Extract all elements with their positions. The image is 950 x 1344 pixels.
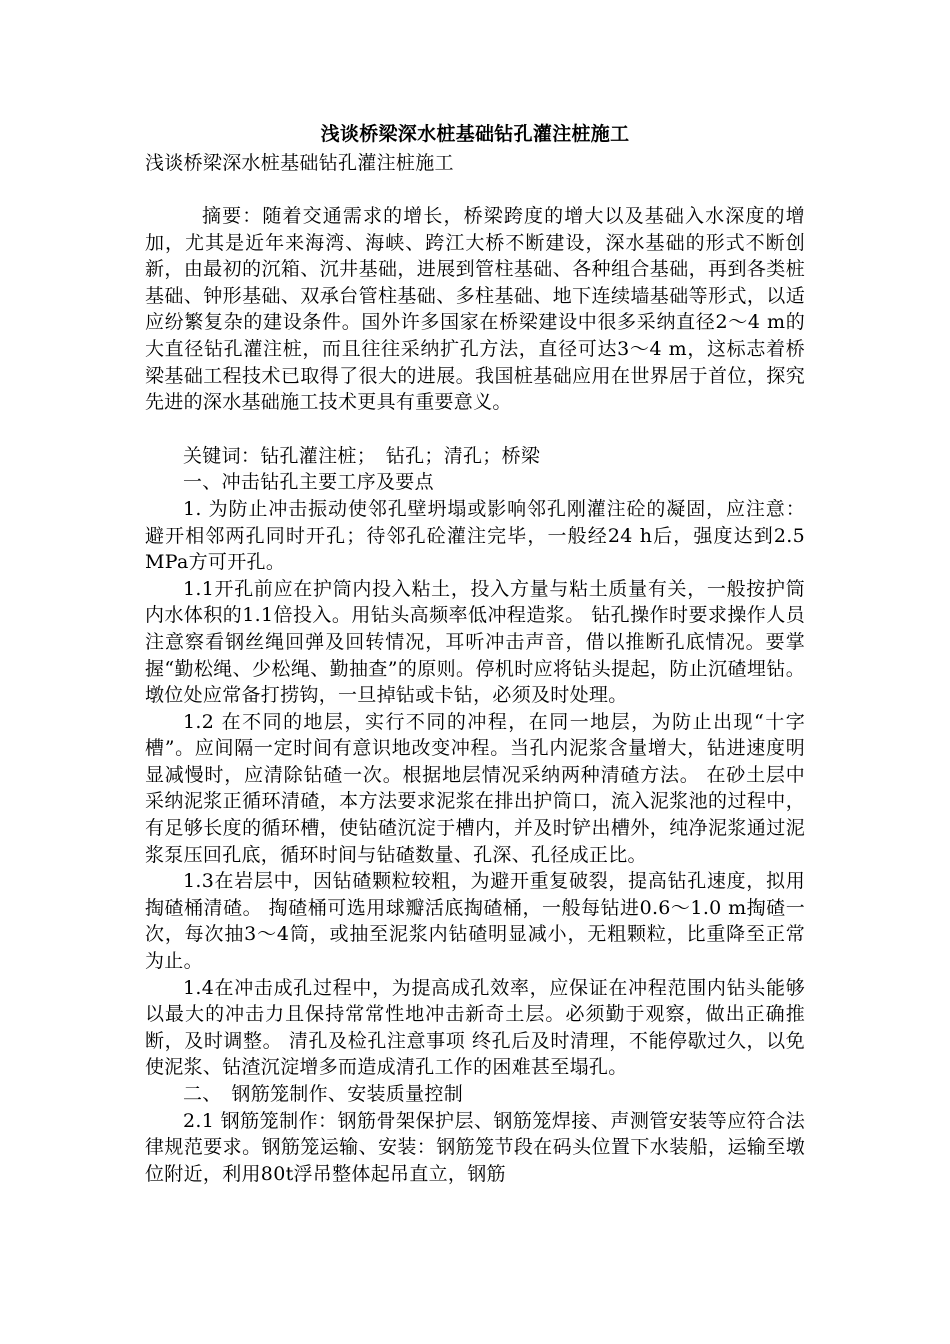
paragraph-1-2: 1.2 在不同的地层，实行不同的冲程，在同一地层，为防止出现“十字槽”。应间隔一定时间有意识地改变冲程。当孔内泥浆含量增大，钻进速度明显减慢时，应清除钻碴一次。根据地层情况采纳两种清碴方法。 在砂土层中采纳泥浆正循环清碴，本方法要求泥浆在排出护筒口，流入泥浆池的过程中，有足够长度的循环槽，使钻碴沉淀于槽内，并及时铲出槽外，纯净泥浆通过泥浆泵压回孔底，循环时间与钻碴数量、孔深、孔径成正比。 bbox=[145, 710, 805, 866]
abstract-paragraph: 摘要：随着交通需求的增长，桥梁跨度的增大以及基础入水深度的增加，尤其是近年来海湾、海峡、跨江大桥不断建设，深水基础的形式不断创新，由最初的沉箱、沉井基础，进展到管柱基础、各种组合基础，再到各类桩基础、钟形基础、双承台管柱基础、多柱基础、地下连续墙基础等形式，以适应纷繁复杂的建设条件。国外许多国家在桥梁建设中很多采纳直径2～4 m的大直径钻孔灌注桩，而且往往采纳扩孔方法，直径可达3～4 m，这标志着桥梁基础工程技术已取得了很大的进展。我国桩基础应用在世界居于首位，探究先进的深水基础施工技术更具有重要意义。 bbox=[145, 205, 806, 414]
paragraph-2-1: 2.1 钢筋笼制作：钢筋骨架保护层、钢筋笼焊接、声测管安装等应符合法律规范要求。钢筋笼运输、安装：钢筋笼节段在码头位置下水装船，运输至墩位附近，利用80t浮吊整体起吊直立，钢筋 bbox=[145, 1109, 805, 1185]
paragraph-1-1: 1.1开孔前应在护筒内投入粘土，投入方量与粘土质量有关，一般按护筒内水体积的1.1倍投入。用钻头高频率低冲程造浆。 钻孔操作时要求操作人员注意察看钢丝绳回弹及回转情况，耳听冲击声音，借以推断孔底情况。要掌握“勤松绳、少松绳、勤抽查”的原则。停机时应将钻头提起，防止沉碴埋钻。墩位处应常备打捞钩，一旦掉钻或卡钻，必须及时处理。 bbox=[145, 577, 805, 707]
section-heading-2: 二、 钢筋笼制作、安装质量控制 bbox=[183, 1083, 464, 1105]
keywords-line: 关键词：钻孔灌注桩； 钻孔；清孔；桥梁 bbox=[183, 444, 541, 467]
paragraph-1-4: 1.4在冲击成孔过程中，为提高成孔效率，应保证在冲程范围内钻头能够以最大的冲击力且保持常常性地冲击新奇土层。必须勤于观察，做出正确推断，及时调整。 清孔及检孔注意事项 终孔后及时清理，不能停歇过久，以免使泥浆、钻渣沉淀增多而造成清孔工作的困难甚至塌孔。 bbox=[145, 976, 805, 1079]
document-page bbox=[145, 119, 805, 1187]
blank-line bbox=[145, 416, 805, 443]
document-subtitle: 浅谈桥梁深水桩基础钻孔灌注桩施工 bbox=[145, 152, 454, 174]
section-heading-1: 一、冲击钻孔主要工序及要点 bbox=[183, 471, 434, 494]
blank-line bbox=[145, 177, 805, 203]
document-title: 浅谈桥梁深水桩基础钻孔灌注桩施工 bbox=[320, 123, 630, 145]
paragraph-1: 1. 为防止冲击振动使邻孔壁坍塌或影响邻孔刚灌注砼的凝固，应注意：避开相邻两孔同时开孔；待邻孔砼灌注完毕，一般经24 h后，强度达到2.5 MPa方可开孔。 bbox=[145, 497, 805, 574]
paragraph-1-3: 1.3在岩层中，因钻碴颗粒较粗，为避开重复破裂，提高钻孔速度，拟用掏碴桶清碴。 掏碴桶可选用球瓣活底掏碴桶，一般每钻进0.6～1.0 m掏碴一次，每次抽3～4筒，或抽至泥浆内钻碴明显减小，无粗颗粒，比重降至正常为止。 bbox=[145, 870, 805, 973]
